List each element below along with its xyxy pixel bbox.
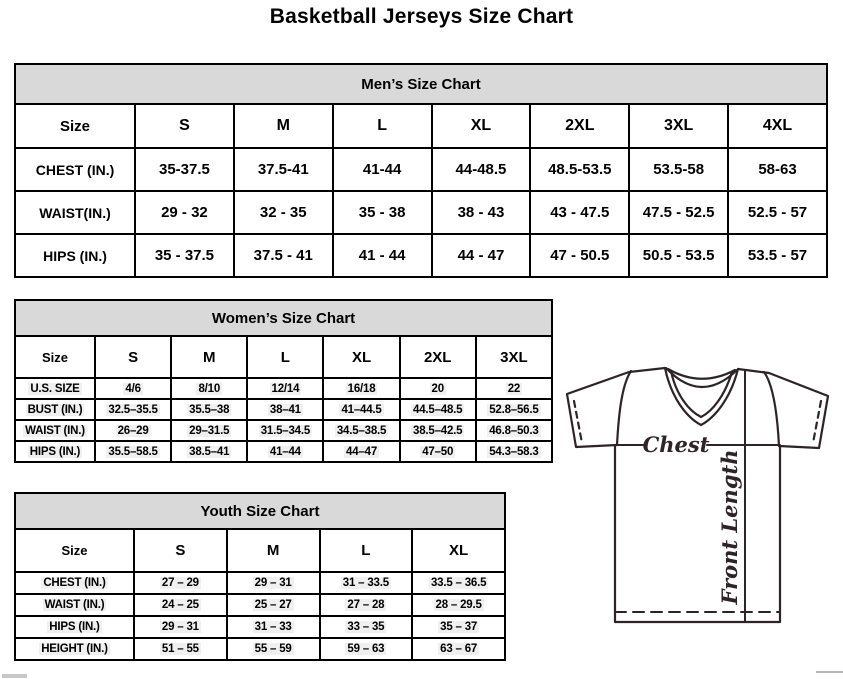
table-cell: 35 – 37 [412, 616, 505, 638]
womens-size-col-3xl: 3XL [476, 336, 552, 378]
mens-waist-label: WAIST(IN.) [15, 191, 135, 234]
table-cell: 31 – 33 [227, 616, 320, 638]
table-cell: 37.5 - 41 [234, 234, 333, 277]
womens-size-col-xl: XL [323, 336, 399, 378]
youth-chest-label: CHEST (IN.) [15, 572, 134, 594]
womens-hips-row [15, 441, 552, 462]
table-cell: 35.5–38 [171, 399, 247, 420]
table-cell: 46.8–50.3 [476, 420, 552, 441]
womens-size-header-row [15, 336, 552, 378]
table-cell: 58-63 [728, 148, 827, 191]
youth-size-table [14, 492, 506, 661]
womens-hips-label: HIPS (IN.) [15, 441, 95, 462]
front-length-measure-label: Front Length [717, 449, 742, 605]
youth-height-row [15, 638, 505, 660]
mens-size-header-row [15, 104, 827, 148]
jersey-measurement-diagram [557, 355, 837, 635]
table-cell: 54.3–58.3 [476, 441, 552, 462]
table-cell: 29–31.5 [171, 420, 247, 441]
table-cell: 55 – 59 [227, 638, 320, 660]
youth-hips-label: HIPS (IN.) [15, 616, 134, 638]
table-cell: 38–41 [247, 399, 323, 420]
mens-waist-row [15, 191, 827, 234]
table-cell: 47.5 - 52.5 [629, 191, 728, 234]
table-cell: 31.5–34.5 [247, 420, 323, 441]
jersey-right-seam [764, 372, 779, 446]
youth-height-label: HEIGHT (IN.) [15, 638, 134, 660]
cropped-ui-fragment-left [2, 674, 27, 678]
mens-table-title: Men’s Size Chart [15, 64, 827, 104]
table-cell: 22 [476, 378, 552, 399]
womens-bust-row [15, 399, 552, 420]
table-cell: 44.5–48.5 [400, 399, 476, 420]
womens-table-header-row [15, 300, 552, 336]
table-cell: 33.5 – 36.5 [412, 572, 505, 594]
table-cell: 47 - 50.5 [530, 234, 629, 277]
table-cell: 63 – 67 [412, 638, 505, 660]
mens-size-col-l: L [333, 104, 432, 148]
table-cell: 37.5-41 [234, 148, 333, 191]
table-cell: 41-44 [333, 148, 432, 191]
table-cell: 35-37.5 [135, 148, 234, 191]
womens-size-col-2xl: 2XL [400, 336, 476, 378]
table-cell: 38.5–41 [171, 441, 247, 462]
womens-size-col-m: M [171, 336, 247, 378]
mens-size-col-2xl: 2XL [530, 104, 629, 148]
table-cell: 44–47 [323, 441, 399, 462]
table-cell: 35.5–58.5 [95, 441, 171, 462]
mens-hips-label: HIPS (IN.) [15, 234, 135, 277]
table-cell: 4/6 [95, 378, 171, 399]
womens-waist-row [15, 420, 552, 441]
youth-size-col-xl: XL [412, 529, 505, 572]
youth-size-header-row [15, 529, 505, 572]
table-cell: 44-48.5 [432, 148, 531, 191]
table-cell: 41 - 44 [333, 234, 432, 277]
table-cell: 25 – 27 [227, 594, 320, 616]
womens-table-title: Women’s Size Chart [15, 300, 552, 336]
table-cell: 26–29 [95, 420, 171, 441]
womens-us-size-label: U.S. SIZE [15, 378, 95, 399]
youth-size-corner-label: Size [15, 529, 134, 572]
jersey-left-seam [617, 371, 631, 445]
table-cell: 20 [400, 378, 476, 399]
chest-measure-label: Chest [642, 432, 710, 457]
table-cell: 29 - 32 [135, 191, 234, 234]
table-cell: 8/10 [171, 378, 247, 399]
youth-table-title: Youth Size Chart [15, 493, 505, 529]
womens-size-table [14, 299, 553, 463]
mens-size-col-s: S [135, 104, 234, 148]
table-cell: 53.5-58 [629, 148, 728, 191]
table-cell: 35 - 38 [333, 191, 432, 234]
table-cell: 12/14 [247, 378, 323, 399]
table-cell: 28 – 29.5 [412, 594, 505, 616]
table-cell: 47–50 [400, 441, 476, 462]
womens-waist-label: WAIST (IN.) [15, 420, 95, 441]
mens-size-table [14, 63, 828, 278]
cropped-ui-fragment-right [816, 671, 843, 673]
mens-size-corner-label: Size [15, 104, 135, 148]
table-cell: 32.5–35.5 [95, 399, 171, 420]
jersey-collar-arc-inner [666, 368, 737, 387]
table-cell: 52.5 - 57 [728, 191, 827, 234]
mens-size-col-3xl: 3XL [629, 104, 728, 148]
table-cell: 32 - 35 [234, 191, 333, 234]
jersey-right-cuff-dashed-line [813, 401, 821, 443]
table-cell: 24 – 25 [134, 594, 227, 616]
table-cell: 50.5 - 53.5 [629, 234, 728, 277]
table-cell: 52.8–56.5 [476, 399, 552, 420]
mens-size-col-4xl: 4XL [728, 104, 827, 148]
table-cell: 31 – 33.5 [320, 572, 413, 594]
youth-waist-label: WAIST (IN.) [15, 594, 134, 616]
mens-table-header-row [15, 64, 827, 104]
mens-chest-row [15, 148, 827, 191]
table-cell: 59 – 63 [320, 638, 413, 660]
mens-hips-row [15, 234, 827, 277]
table-cell: 41–44 [247, 441, 323, 462]
table-cell: 27 – 28 [320, 594, 413, 616]
table-cell: 43 - 47.5 [530, 191, 629, 234]
table-cell: 34.5–38.5 [323, 420, 399, 441]
table-cell: 53.5 - 57 [728, 234, 827, 277]
womens-size-corner-label: Size [15, 336, 95, 378]
mens-size-col-m: M [234, 104, 333, 148]
table-cell: 27 – 29 [134, 572, 227, 594]
table-cell: 41–44.5 [323, 399, 399, 420]
youth-hips-row [15, 616, 505, 638]
youth-waist-row [15, 594, 505, 616]
table-cell: 33 – 35 [320, 616, 413, 638]
table-cell: 38 - 43 [432, 191, 531, 234]
jersey-body-outline [615, 445, 780, 622]
womens-us-size-row [15, 378, 552, 399]
womens-bust-label: BUST (IN.) [15, 399, 95, 420]
table-cell: 35 - 37.5 [135, 234, 234, 277]
mens-chest-label: CHEST (IN.) [15, 148, 135, 191]
womens-size-col-l: L [247, 336, 323, 378]
youth-size-col-m: M [227, 529, 320, 572]
womens-size-col-s: S [95, 336, 171, 378]
youth-size-col-s: S [134, 529, 227, 572]
youth-table-header-row [15, 493, 505, 529]
youth-chest-row [15, 572, 505, 594]
table-cell: 51 – 55 [134, 638, 227, 660]
table-cell: 48.5-53.5 [530, 148, 629, 191]
table-cell: 38.5–42.5 [400, 420, 476, 441]
table-cell: 16/18 [323, 378, 399, 399]
page-title: Basketball Jerseys Size Chart [269, 5, 574, 28]
mens-size-col-xl: XL [432, 104, 531, 148]
table-cell: 29 – 31 [134, 616, 227, 638]
youth-size-col-l: L [320, 529, 413, 572]
table-cell: 44 - 47 [432, 234, 531, 277]
table-cell: 29 – 31 [227, 572, 320, 594]
